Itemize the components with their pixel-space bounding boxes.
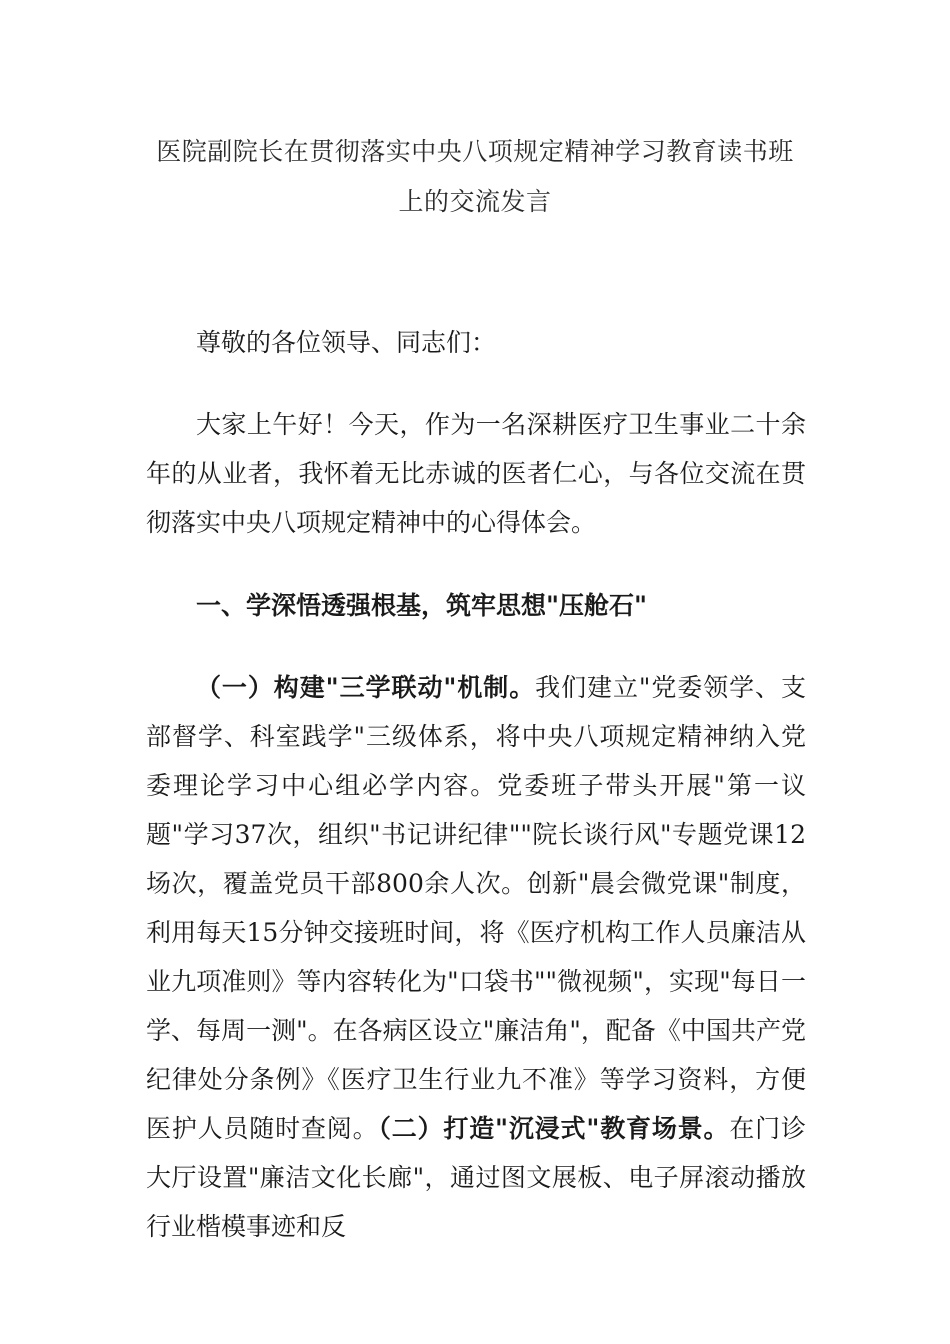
document-title-line-1: 医院副院长在贯彻落实中央八项规定精神学习教育读书班 <box>156 137 794 166</box>
subsection-1-text: 我们建立"党委领学、支部督学、科室践学"三级体系，将中央八项规定精神纳入党委理论学习中心组必学内容。党委班子带头开展"第一议题"学习37次，组织"书记讲纪律""院长谈行风"专题党课12场次，覆盖党员干部800余人次。创新"晨会微党课"制度，利用每天15分钟交接班时间，将《医疗机构工作人员廉洁从业九项准则》等内容转化为"口袋书""微视频"，实现"每日一学、每周一测"。在各病区设立"廉洁角"，配备《中国共产党纪律处分条例》《医疗卫生行业九不准》等学习资料，方便医护人员随时查阅。 <box>146 673 806 1143</box>
section-heading <box>146 581 806 630</box>
subsection-2-heading: （二）打造"沉浸式"教育场景。 <box>378 1114 730 1143</box>
salutation-text: 尊敬的各位领导、同志们： <box>196 328 497 357</box>
subsection-1-heading: （一）构建"三学联动"机制。 <box>196 673 536 702</box>
document-title-line-2: 上的交流发言 <box>398 187 552 216</box>
section-1-heading: 一、学深悟透强根基，筑牢思想"压舱石" <box>196 591 648 620</box>
section-1-paragraph <box>146 663 806 1251</box>
greeting-paragraph <box>146 400 806 547</box>
greeting-text: 大家上午好！今天，作为一名深耕医疗卫生事业二十余年的从业者，我怀着无比赤诚的医者仁心，与各位交流在贯彻落实中央八项规定精神中的心得体会。 <box>146 410 806 537</box>
subsection-2-text: 在门诊大厅设置"廉洁文化长廊"，通过图文展板、电子屏滚动播放行业楷模事迹和反 <box>146 1114 806 1241</box>
salutation <box>146 318 806 367</box>
section-1-body <box>146 663 806 1251</box>
